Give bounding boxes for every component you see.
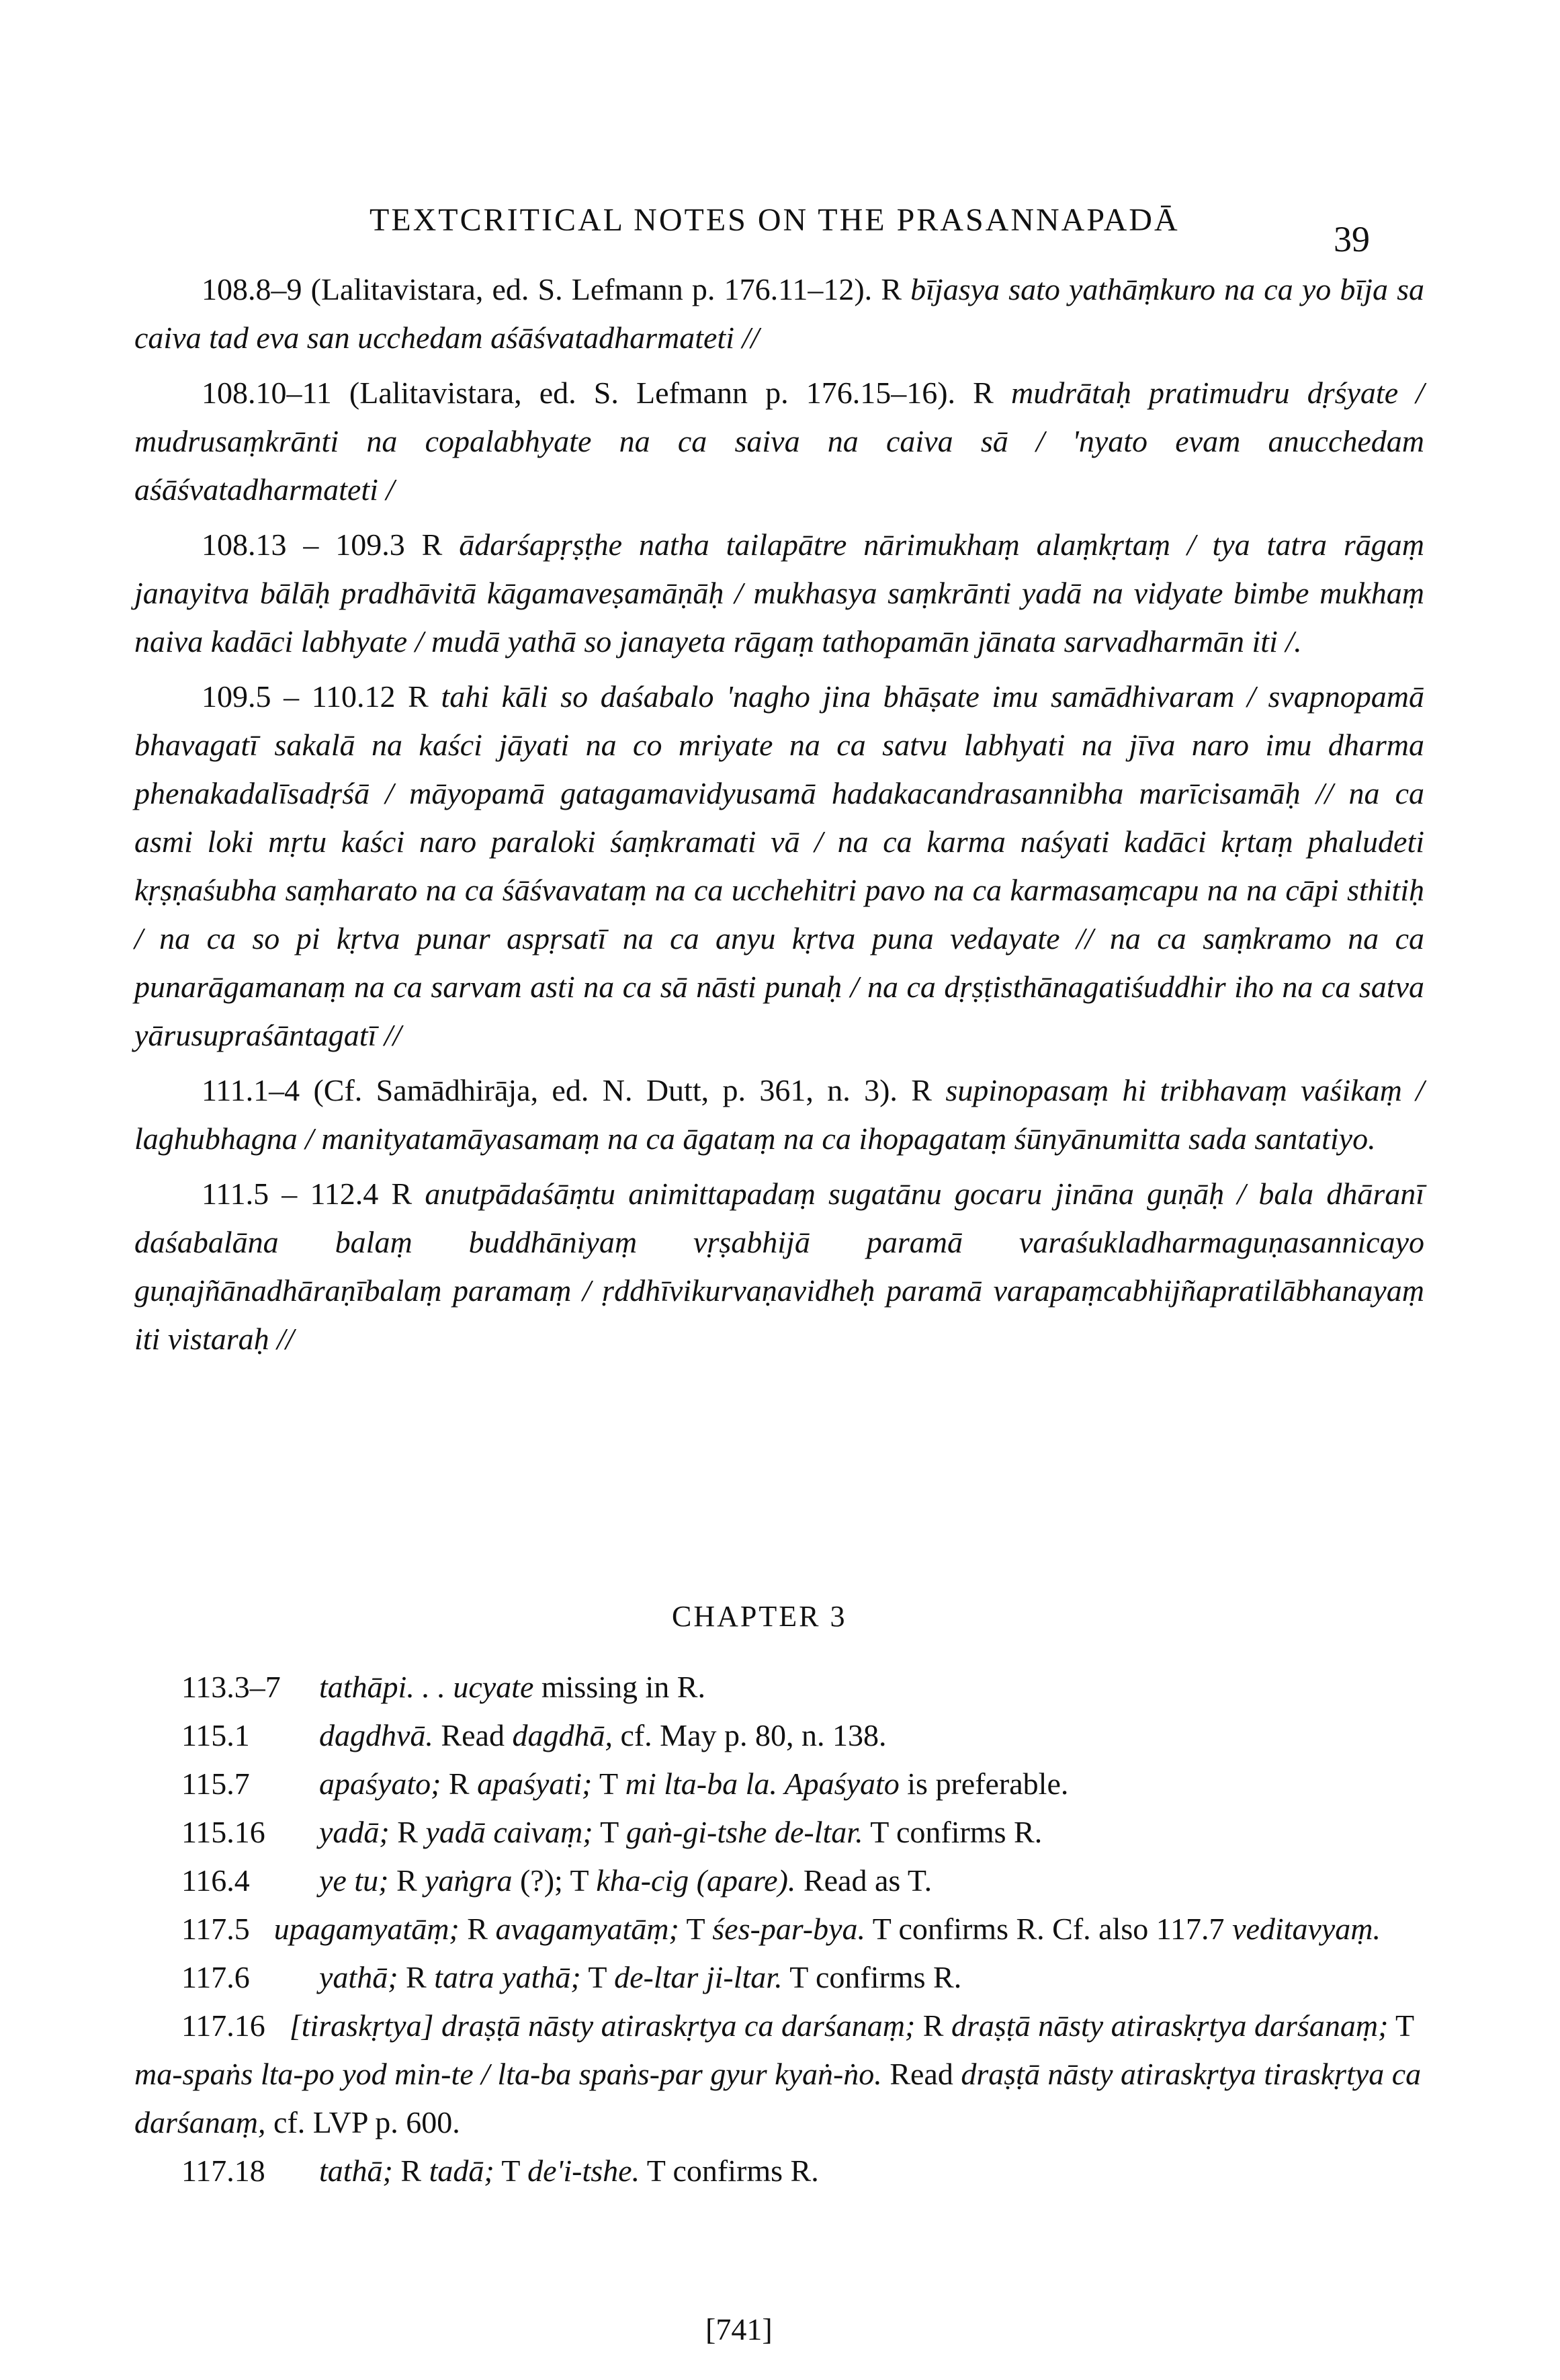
chapter-note-entry [134, 1760, 1424, 1808]
chapter-note-entry [134, 1905, 1424, 1953]
note-entry [134, 1170, 1424, 1363]
note-text: T [580, 1960, 615, 1994]
note-quotation: bījasya sato yathāṃkuro na ca yo bīja sa caiva tad eva san ucchedam aśāśvatadharmateti // [134, 272, 1425, 355]
note-text: T confirms R. Cf. also 117.7 [865, 1912, 1233, 1946]
chapter-note-body [319, 1815, 1042, 1849]
chapter-note-entry [134, 2002, 1424, 2147]
note-quotation: ādarśapṛṣṭhe natha tailapātre nārimukhaṃ alaṃkṛtaṃ / tya tatra rāgaṃ janayitva bālāḥ pradhāvitā kāgamaveṣamāṇāḥ / mukhasya saṃkrānti yadā na vidyate bimbe mukhaṃ naiva kadāci labhyate / mudā yathā so janayeta rāgaṃ tathopamān jānata sarvadharmān iti /. [134, 527, 1425, 658]
note-text: R [408, 679, 429, 714]
chapter-note-entry [134, 1663, 1424, 1711]
chapter-note-ref: 115.7 [181, 1767, 250, 1801]
note-quotation: yathā; [319, 1960, 398, 1994]
note-ref: 111.1–4 [202, 1073, 300, 1107]
note-text: T [494, 2154, 528, 2188]
note-entry [134, 1066, 1424, 1163]
note-entry [134, 521, 1424, 666]
chapter-notes-list [134, 1663, 1424, 2195]
note-quotation: apaśyati; [477, 1767, 593, 1801]
note-entry [134, 265, 1424, 362]
note-quotation: kha-cig (apare). [596, 1863, 796, 1898]
note-quotation: apaśyato; [319, 1767, 441, 1801]
running-title: TEXTCRITICAL NOTES ON THE PRASANNAPADĀ [370, 202, 1180, 238]
note-text: T confirms R. [782, 1960, 962, 1994]
note-quotation: draṣṭā nāsty atiraskṛtya tiraskṛtya ca darśanaṃ, [134, 2057, 1422, 2139]
note-quotation: supinopasaṃ hi tribhavaṃ vaśikaṃ / laghubhagna / manityatamāyasamaṃ na ca āgataṃ na ca ihopagataṃ śūnyānumitta sada santatiyo. [134, 1073, 1425, 1156]
chapter-note-body [319, 1670, 705, 1704]
note-text: cf. May p. 80, n. 138. [612, 1718, 887, 1752]
note-text: R [388, 1863, 425, 1898]
note-ref: 111.5 – 112.4 [202, 1177, 379, 1211]
note-text: T [1388, 2008, 1414, 2043]
chapter-note-ref: 113.3–7 [181, 1670, 281, 1704]
note-text: T [592, 1767, 625, 1801]
note-text: R [915, 2008, 951, 2043]
chapter-note-body [319, 1718, 887, 1752]
note-text: (Cf. Samādhirāja, ed. N. Dutt, p. 361, n. 3). R [313, 1073, 932, 1107]
chapter-note-ref: 117.6 [181, 1960, 250, 1994]
note-text: (Lalitavistara, ed. S. Lefmann p. 176.11–12). R [310, 272, 902, 306]
chapter-note-body [134, 2008, 1421, 2139]
note-quotation: dagdhā, [512, 1718, 613, 1752]
note-text: R [392, 2154, 429, 2188]
chapter-note-entry [134, 1953, 1424, 2002]
note-quotation: tahi kāli so daśabalo 'nagho jina bhāṣate imu samādhivaram / svapnopamā bhavagatī sakalā na kaści jāyati na co mriyate na ca satvu labhyati na jīva naro imu dharma phenakadalīsadṛśā / māyopamā gatagamavidyusamā hadakacandrasannibha marīcisamāḥ // na ca asmi loki mṛtu kaści naro paraloki śaṃkramati vā / na ca karma naśyati kadāci kṛtaṃ phaludeti kṛṣṇaśubha saṃharato na ca śāśvavataṃ na ca ucchehitri pavo na ca karmasaṃcapu na na cāpi sthitiḥ / na ca so pi kṛtva punar aspṛsatī na ca anyu kṛtva puna vedayate // na ca saṃkramo na ca punarāgamanaṃ na ca sarvam asti na ca sā nāsti punaḥ / na ca dṛṣṭisthānagatiśuddhir iho na ca satva yārusupraśāntagatī // [134, 679, 1425, 1052]
note-quotation: upagamyatāṃ; [273, 1912, 460, 1946]
chapter-note-body [319, 1767, 1068, 1801]
note-quotation: de-ltar ji-ltar. [614, 1960, 783, 1994]
note-text: is preferable. [899, 1767, 1069, 1801]
note-text: R [441, 1767, 478, 1801]
note-quotation: yaṅgra [425, 1863, 513, 1898]
note-text: (Lalitavistara, ed. S. Lefmann p. 176.15–16). R [349, 376, 994, 410]
note-text: T [679, 1912, 713, 1946]
note-quotation: ye tu; [319, 1863, 389, 1898]
chapter-heading: CHAPTER 3 [672, 1600, 847, 1633]
note-text: R [389, 1815, 426, 1849]
note-quotation: ma-spaṅs lta-po yod min-te / lta-ba spaṅs-par gyur kyaṅ-ṅo. [134, 2057, 882, 2091]
chapter-note-ref: 115.1 [181, 1718, 250, 1752]
note-ref: 108.10–11 [202, 376, 332, 410]
note-text: T confirms R. [863, 1815, 1043, 1849]
note-text: T confirms R. [640, 2154, 819, 2188]
note-entry [134, 673, 1424, 1060]
note-text: cf. LVP p. 600. [265, 2105, 460, 2139]
chapter-note-ref: 117.18 [181, 2154, 265, 2188]
chapter-note-body [319, 1863, 932, 1898]
note-quotation: [tiraskṛtya] draṣṭā nāsty atiraskṛtya ca darśanaṃ; [289, 2008, 916, 2043]
note-text: R [421, 527, 443, 562]
chapter-note-ref: 115.16 [181, 1815, 265, 1849]
note-text: R [398, 1960, 435, 1994]
note-text: R [391, 1177, 413, 1211]
note-quotation: tathā; [319, 2154, 393, 2188]
chapter-note-ref: 116.4 [181, 1863, 250, 1898]
chapter-note-entry [134, 1808, 1424, 1857]
note-text: Read as T. [795, 1863, 933, 1898]
note-quotation: yadā caivaṃ; [425, 1815, 593, 1849]
chapter-note-body [319, 1960, 961, 1994]
note-quotation: yadā; [319, 1815, 390, 1849]
chapter-note-body [274, 1912, 1381, 1946]
note-text: Read [881, 2057, 961, 2091]
note-ref: 108.8–9 [202, 272, 302, 306]
note-text: Read [433, 1718, 513, 1752]
note-quotation: tathāpi. . . ucyate [319, 1670, 534, 1704]
chapter-note-ref: 117.5 [181, 1912, 250, 1946]
chapter-note-entry [134, 2147, 1424, 2195]
chapter-note-entry [134, 1711, 1424, 1760]
note-quotation: mi lta-ba la. Apaśyato [625, 1767, 900, 1801]
chapter-note-ref: 117.16 [181, 2008, 265, 2043]
note-quotation: veditavyaṃ. [1232, 1912, 1381, 1946]
note-text: T [593, 1815, 626, 1849]
note-quotation: de'i-tshe. [527, 2154, 640, 2188]
note-quotation: gaṅ-gi-tshe de-ltar. [625, 1815, 863, 1849]
note-text: R [459, 1912, 496, 1946]
note-quotation: dagdhvā. [319, 1718, 433, 1752]
note-quotation: tatra yathā; [434, 1960, 581, 1994]
note-quotation: avagamyatāṃ; [495, 1912, 679, 1946]
page-number: 39 [1334, 219, 1370, 259]
note-ref: 108.13 – 109.3 [202, 527, 405, 562]
note-text: (?); T [512, 1863, 597, 1898]
note-quotation: śes-par-bya. [712, 1912, 866, 1946]
note-entry [134, 369, 1424, 514]
note-quotation: anutpādaśāṃtu animittapadaṃ sugatānu gocaru jināna guṇāḥ / bala dhāranī daśabalāna balaṃ buddhāniyaṃ vṛṣabhijā paramā varaśukladharmaguṇasannicayo guṇajñānadhāraṇībalaṃ paramaṃ / ṛddhīvikurvaṇavidheḥ paramā varapaṃcabhijñapratilābhanayaṃ iti vistaraḥ // [134, 1177, 1425, 1356]
folio-number: [741] [705, 2312, 773, 2346]
notes-list [134, 265, 1424, 1370]
note-text: missing in R. [533, 1670, 705, 1704]
chapter-note-entry [134, 1857, 1424, 1905]
note-quotation: tadā; [429, 2154, 494, 2188]
chapter-note-body [319, 2154, 819, 2188]
note-quotation: mudrātaḥ pratimudru dṛśyate / mudrusaṃkrānti na copalabhyate na ca saiva na caiva sā / 'nyato evam anucchedam aśāśvatadharmateti / [134, 376, 1425, 507]
note-ref: 109.5 – 110.12 [202, 679, 396, 714]
note-quotation: draṣṭā nāsty atiraskṛtya darśanaṃ; [951, 2008, 1389, 2043]
